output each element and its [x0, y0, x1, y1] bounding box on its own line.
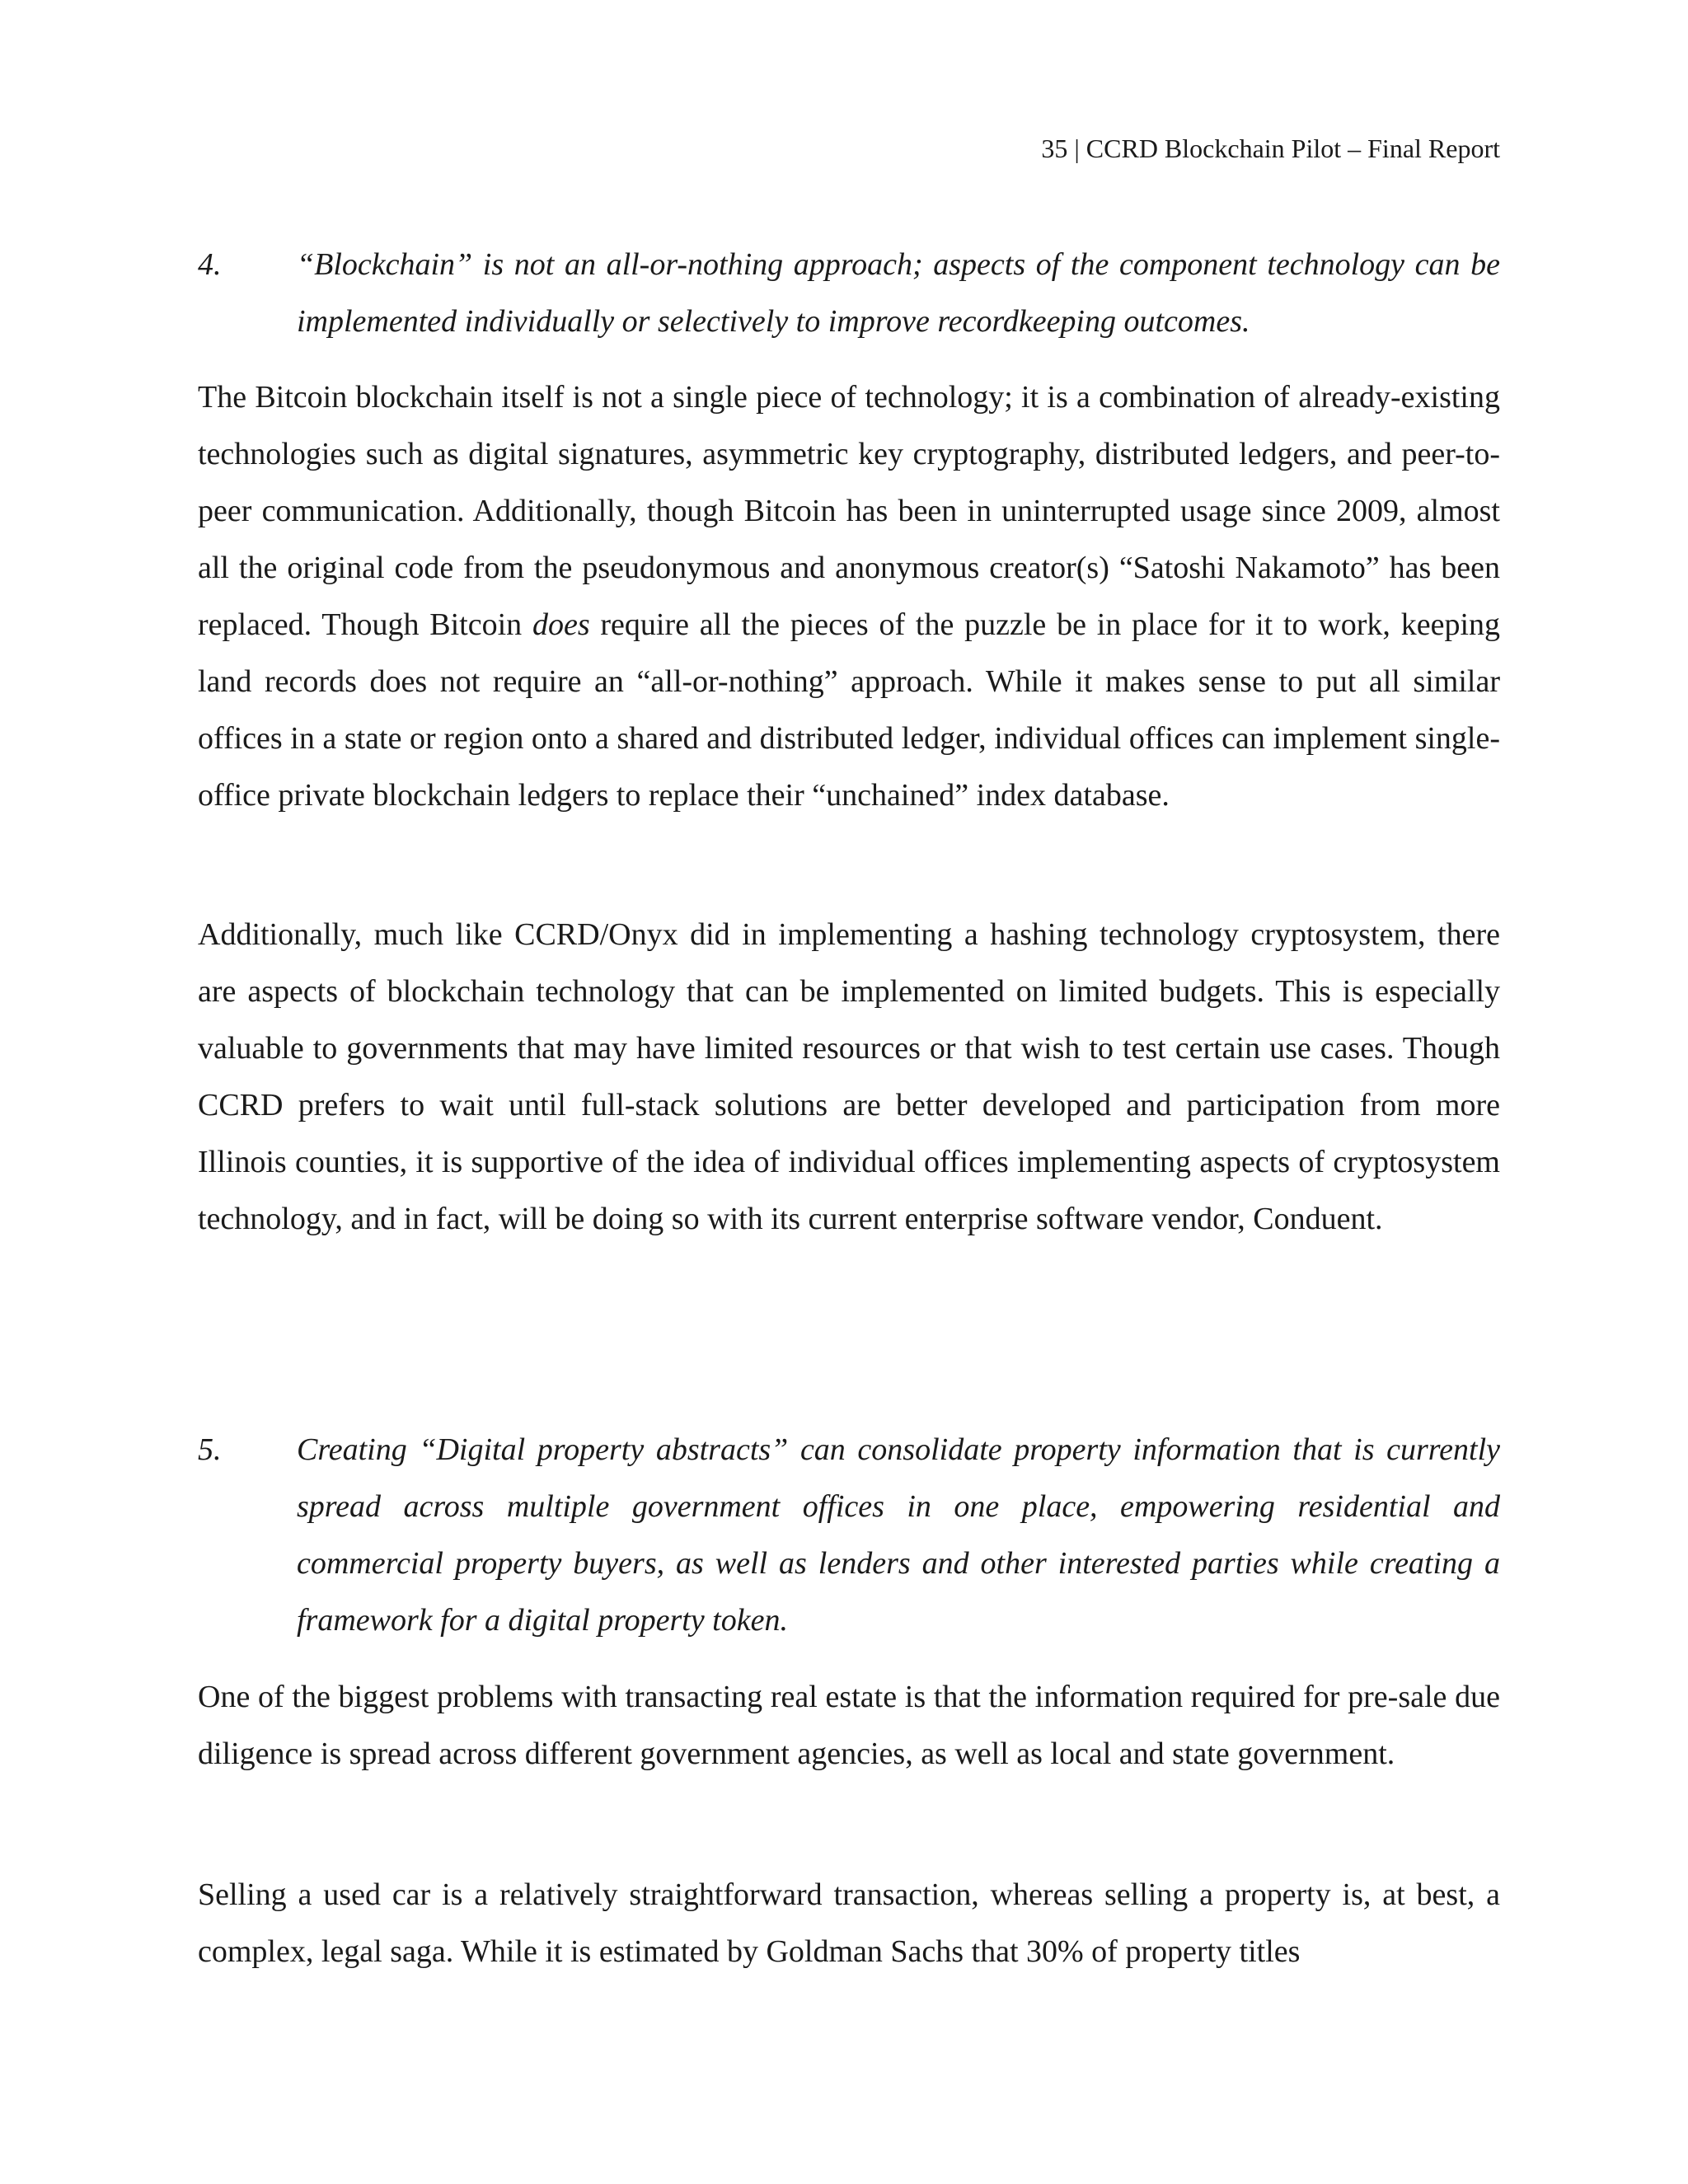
paragraph-limited-budgets: Additionally, much like CCRD/Onyx did in implementing a hashing technology cryptosystem, there are aspects of blockchain technology that can be implemented on limited budgets. This is especially valuable to governments that may have limited resources or that wish to test certain use cases. Though CCRD prefers to wait until full-stack solutions are better developed and participation from more Illinois counties, it is supportive of the idea of individual offices implementing aspects of cryptosystem technology, and in fact, will be doing so with its current enterprise software vendor, Conduent.: [198, 917, 1500, 1236]
paragraph-text: require all the pieces of the puzzle be in place for it to work, keeping land records does not require an “all-or-nothing” approach. While it makes sense to put all similar offices in a state or region onto a shared and distributed ledger, individual offices can implement single-office private blockchain ledgers to replace their “unchained” index database.: [198, 607, 1500, 813]
finding-number: 4.: [198, 247, 222, 282]
finding-number: 5.: [198, 1432, 222, 1467]
finding-4: [198, 237, 1500, 350]
emphasis-text: does: [532, 607, 590, 642]
paragraph-text: The Bitcoin blockchain itself is not a single piece of technology; it is a combination of already-existing technologies such as digital signatures, asymmetric key cryptography, distributed ledgers, and peer-to-peer communication. Additionally, though Bitcoin has been in uninterrupted usage since 2009, almost all the original code from the pseudonymous and anonymous creator(s) “Satoshi Nakamoto” has been replaced. Though Bitcoin: [198, 380, 1500, 642]
paragraph-used-car: Selling a used car is a relatively straightforward transaction, whereas selling a property is, at best, a complex, legal saga. While it is estimated by Goldman Sachs that 30% of property titles: [198, 1877, 1500, 1969]
finding-text: “Blockchain” is not an all-or-nothing approach; aspects of the component technology can be implemented individually or selectively to improve recordkeeping outcomes.: [297, 247, 1500, 339]
running-header: 35 | CCRD Blockchain Pilot – Final Report: [1041, 134, 1500, 163]
paragraph-due-diligence: One of the biggest problems with transacting real estate is that the information required for pre-sale due diligence is spread across different government agencies, as well as local and state government.: [198, 1680, 1500, 1771]
paragraph-bitcoin-components: [198, 369, 1500, 824]
finding-text: Creating “Digital property abstracts” can consolidate property information that is currently spread across multiple government offices in one place, empowering residential and commercial property buyers, as well as lenders and other interested parties while creating a framework for a digital property token.: [297, 1432, 1500, 1638]
finding-5: [198, 1422, 1500, 1649]
